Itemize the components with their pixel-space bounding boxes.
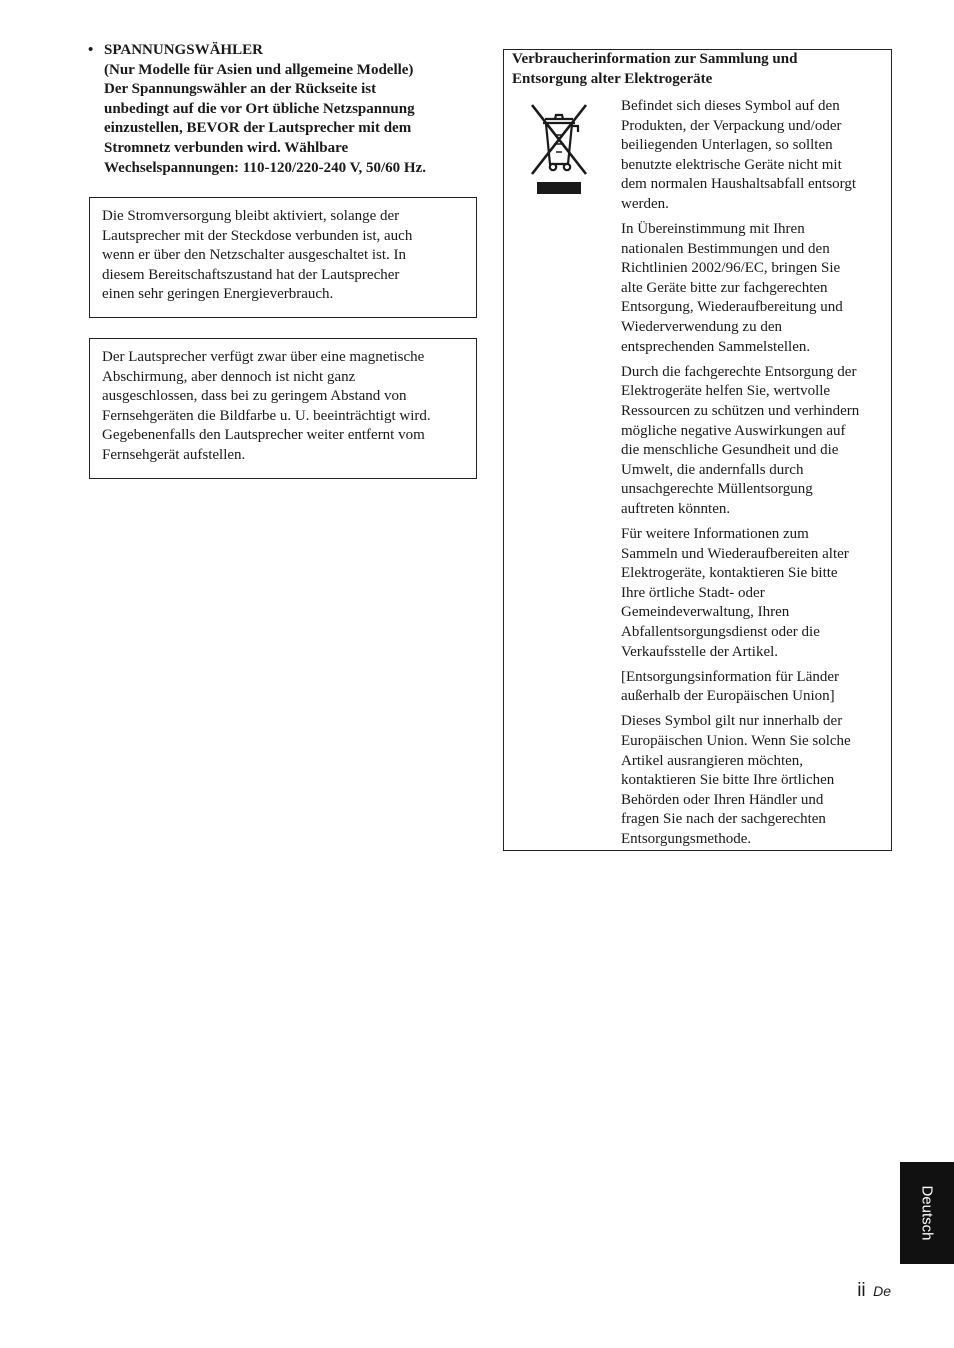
side-tab-label: Deutsch	[918, 1185, 936, 1241]
voltage-line: unbedingt auf die vor Ort übliche Netzspannung	[104, 100, 415, 117]
voltage-line: Stromnetz verbunden wird. Wählbare	[104, 139, 349, 156]
text-line: Wiederverwendung zu den	[621, 319, 782, 336]
text-line: Für weitere Informationen zum	[621, 525, 809, 542]
text-line: Entsorgung, Wiederaufbereitung und	[621, 299, 843, 316]
text-line: Elektrogeräte, kontaktieren Sie bitte	[621, 565, 838, 582]
disposal-paragraph	[621, 668, 885, 707]
text-line: Produkten, der Verpackung und/oder	[621, 117, 842, 134]
text-line: Abfallentsorgungsdienst oder die	[621, 623, 820, 640]
title-line: Entsorgung alter Elektrogeräte	[512, 70, 713, 87]
bullet-marker: •	[88, 42, 94, 58]
text-line: Ressourcen zu schützen und verhindern	[621, 402, 860, 419]
text-line: einen sehr geringen Energieverbrauch.	[102, 286, 334, 303]
disposal-paragraph	[621, 363, 885, 520]
text-line: diesem Bereitschaftszustand hat der Lautsprecher	[102, 266, 400, 283]
standby-notice-box	[89, 197, 477, 318]
text-line: nationalen Bestimmungen und den	[621, 240, 830, 257]
text-line: dem normalen Haushaltsabfall entsorgt	[621, 176, 857, 193]
text-line: Dieses Symbol gilt nur innerhalb der	[621, 713, 843, 730]
text-line: Behörden oder Ihren Händler und	[621, 791, 824, 808]
disposal-paragraph	[621, 220, 885, 357]
page-number-value: ii	[857, 1280, 866, 1301]
text-line: auftreten könnten.	[621, 500, 731, 517]
disposal-paragraph	[621, 525, 885, 662]
text-line: Entsorgungsmethode.	[621, 830, 752, 847]
text-line: alte Geräte bitte zur fachgerechten	[621, 279, 828, 296]
voltage-heading: SPANNUNGSWÄHLER	[104, 42, 263, 58]
disposal-info-title	[512, 50, 797, 89]
magnetic-shield-notice-box	[89, 338, 477, 479]
voltage-line: (Nur Modelle für Asien und allgemeine Modelle)	[104, 61, 414, 78]
crossed-out-wheelie-bin-icon	[526, 102, 592, 198]
text-line: Elektrogeräte helfen Sie, wertvolle	[621, 383, 831, 400]
language-side-tab	[900, 1162, 954, 1264]
text-line: Europäischen Union. Wenn Sie solche	[621, 732, 851, 749]
text-line: Der Lautsprecher verfügt zwar über eine magnetische	[102, 349, 425, 365]
disposal-info-box	[503, 49, 892, 851]
text-line: werden.	[621, 195, 669, 212]
text-line: wenn er über den Netzschalter ausgeschaltet ist. In	[102, 247, 407, 264]
text-line: beiliegenden Unterlagen, so sollten	[621, 137, 833, 154]
text-line: Gemeindeverwaltung, Ihren	[621, 604, 790, 621]
text-line: Lautsprecher mit der Steckdose verbunden ist, auch	[102, 227, 413, 244]
text-line: Durch die fachgerechte Entsorgung der	[621, 363, 857, 380]
page-number	[857, 1280, 891, 1302]
text-line: Fernsehgerät aufstellen.	[102, 446, 246, 463]
text-line: Artikel ausrangieren möchten,	[621, 752, 804, 769]
text-line: [Entsorgungsinformation für Länder	[621, 668, 840, 685]
text-line: In Übereinstimmung mit Ihren	[621, 221, 805, 238]
text-line: kontaktieren Sie bitte Ihre örtlichen	[621, 772, 835, 789]
text-line: Abschirmung, aber dennoch ist nicht ganz	[102, 368, 356, 385]
text-line: fragen Sie nach der sachgerechten	[621, 811, 826, 828]
voltage-selector-notice	[88, 41, 478, 178]
title-line: Verbraucherinformation zur Sammlung und	[512, 51, 798, 67]
text-line: Richtlinien 2002/96/EC, bringen Sie	[621, 260, 841, 277]
text-line: benutzte elektrische Geräte nicht mit	[621, 156, 842, 173]
text-line: Die Stromversorgung bleibt aktiviert, solange der	[102, 208, 400, 224]
text-line: Umwelt, die andernfalls durch	[621, 461, 804, 478]
text-line: Ihre örtliche Stadt- oder	[621, 584, 765, 601]
disposal-paragraph	[621, 712, 885, 849]
text-line: Befindet sich dieses Symbol auf den	[621, 98, 840, 114]
voltage-line: einzustellen, BEVOR der Lautsprecher mit dem	[104, 120, 412, 137]
text-line: Verkaufsstelle der Artikel.	[621, 643, 779, 660]
standby-notice-text	[102, 207, 464, 305]
text-line: Fernsehgeräten die Bildfarbe u. U. beeinträchtigt wird.	[102, 407, 431, 424]
text-line: Gegebenenfalls den Lautsprecher weiter entfernt vom	[102, 427, 425, 444]
text-line: unsachgerechte Müllentsorgung	[621, 481, 813, 498]
disposal-paragraph	[621, 97, 885, 215]
voltage-line: Der Spannungswähler an der Rückseite ist	[104, 81, 377, 98]
text-line: mögliche negative Auswirkungen auf	[621, 422, 846, 439]
disposal-info-paragraphs	[621, 97, 885, 855]
magnetic-shield-notice-text	[102, 348, 464, 466]
text-line: die menschliche Gesundheit und die	[621, 442, 839, 459]
text-line: ausgeschlossen, dass bei zu geringem Abstand von	[102, 388, 407, 405]
text-line: Sammeln und Wiederaufbereiten alter	[621, 545, 849, 562]
page-language-code: De	[873, 1283, 891, 1299]
voltage-selector-text	[104, 41, 478, 178]
text-line: außerhalb der Europäischen Union]	[621, 688, 835, 705]
text-line: entsprechenden Sammelstellen.	[621, 338, 811, 355]
voltage-line: Wechselspannungen: 110-120/220-240 V, 50/60 Hz.	[104, 159, 426, 176]
